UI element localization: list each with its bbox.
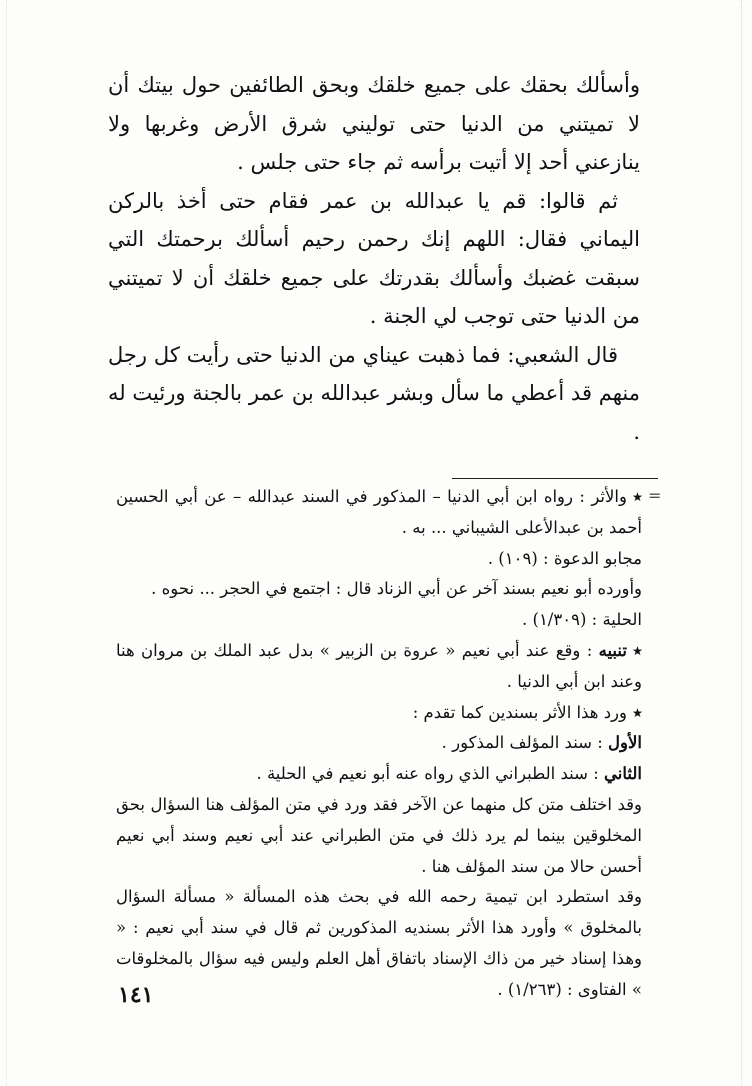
footnote-continuation-mark: = <box>648 486 662 505</box>
footnote-line <box>116 882 642 1005</box>
footnote-label: الأول <box>608 733 642 753</box>
bullet-mark: ٭ <box>633 702 642 722</box>
footnote-line <box>116 544 642 575</box>
bullet-mark: ٭ <box>633 487 642 506</box>
body-paragraph-1: وأسألك بحقك على جميع خلقك وبحق الطائفين حول بيتك أن لا تميتني من الدنيا حتى توليني شرق الأرض وغربها ولا ينازعني أحد إلا أتيت برأسه ثم جاء حتى جلس . <box>108 73 640 174</box>
footnote-text: ورد هذا الأثر بسندين كما تقدم : <box>412 702 627 722</box>
page-edge-left <box>0 0 7 1086</box>
footnote-line <box>116 759 642 790</box>
footnote-label: تنبيه <box>598 640 627 660</box>
footnote-separator <box>452 478 658 479</box>
body-paragraph-2: ثم قالوا: قم يا عبدالله بن عمر فقام حتى أخذ بالركن اليماني فقال: اللهم إنك رحمن رحيم أسألك برحمتك التي سبقت غضبك وأسألك بقدرتك على جميع خلقك أن لا تميتني من الدنيا حتى توجب لي الجنة . <box>108 188 640 328</box>
footnotes-block <box>116 482 642 1006</box>
footnote-text: : سند المؤلف المذكور . <box>441 733 609 753</box>
footnote-line <box>116 698 642 729</box>
footnote-line <box>116 790 642 882</box>
footnote-line <box>116 728 642 759</box>
footnote-line <box>116 574 642 605</box>
footnote-text: وقد استطرد ابن تيمية رحمه الله في بحث هذه المسألة « مسألة السؤال بالمخلوق » وأورد هذا الأثر بسنديه المذكورين ثم قال في سند أبي نعيم : « وهذا إسناد خير من ذاك الإسناد باتفاق أهل العلم وليس فيه سؤال بالمخلوقات » الفتاوى : (١/٢٦٣) . <box>116 887 642 999</box>
footnote-text: وأورده أبو نعيم بسند آخر عن أبي الزناد قال : اجتمع في الحجر ... نحوه . <box>151 579 642 599</box>
bullet-mark: ٭ <box>633 640 642 660</box>
main-body-text <box>108 66 640 451</box>
footnote-text: مجابو الدعوة : (١٠٩) . <box>487 548 642 568</box>
footnote-text: والأثر : رواه ابن أبي الدنيا – المذكور في السند عبدالله – عن أبي الحسين أحمد بن عبدالأعلى الشيباني ... به . <box>116 487 642 537</box>
footnote-text: : سند الطبراني الذي رواه عنه أبو نعيم في الحلية . <box>256 764 605 784</box>
footnote-text: : وقع عند أبي نعيم « عروة بن الزبير » بدل عبد الملك بن مروان هنا وعند ابن أبي الدنيا . <box>116 640 642 691</box>
footnote-text: وقد اختلف متن كل منهما عن الآخر فقد ورد في متن المؤلف هنا السؤال بحق المخلوقين بينما لم يرد ذلك في متن الطبراني عند أبي نعيم وسند أبي نعيم أحسن حالا من سند المؤلف هنا . <box>116 794 642 876</box>
footnote-label: الثاني <box>604 764 642 784</box>
footnote-text: الحلية : (١/٣٠٩) . <box>522 610 642 630</box>
page-number: ١٤١ <box>118 982 154 1008</box>
footnote-line <box>116 636 642 698</box>
footnote-line <box>116 482 642 544</box>
page-edge-right <box>741 0 752 1086</box>
body-paragraph-3: قال الشعبي: فما ذهبت عيناي من الدنيا حتى رأيت كل رجل منهم قد أعطي ما سأل وبشر عبدالله بن عمر بالجنة ورئيت له . <box>108 342 640 444</box>
footnote-line <box>116 605 642 636</box>
